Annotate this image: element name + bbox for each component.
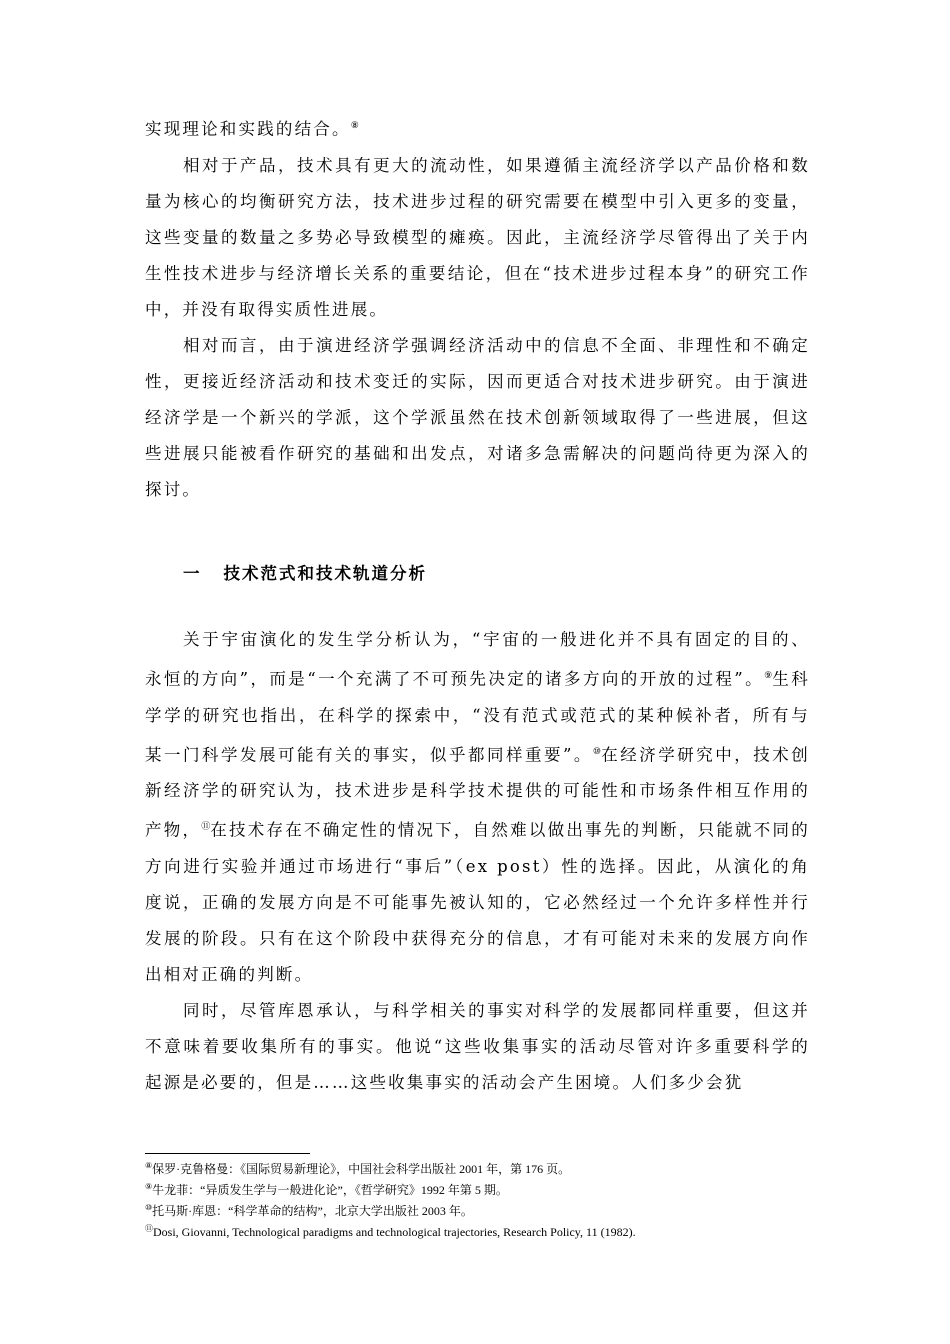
section-heading — [183, 560, 427, 584]
section-title: 技术范式和技术轨道分析 — [223, 564, 427, 583]
paragraph: 相对而言，由于演进经济学强调经济活动中的信息不全面、非理性和不确定性，更接近经济活动和技术变迁的实际，因而更适合对技术进步研究。由于演进经济学是一个新兴的学派，这个学派虽然在技术创新领域取得了一些进展，但这些进展只能被看作研究的基础和出发点，对诸多急需解决的问题尚待更为深入的探讨。 — [145, 335, 810, 499]
footnote-separator — [145, 1153, 310, 1154]
footnote-item: ⑧保罗·克鲁格曼：《国际贸易新理论》，中国社会科学出版社 2001 年，第 176 页。 — [145, 1161, 571, 1176]
paragraph: 相对于产品，技术具有更大的流动性，如果遵循主流经济学以产品价格和数量为核心的均衡研究方法，技术进步过程的研究需要在模型中引入更多的变量，这些变量的数量之多势必导致模型的瘫痪。因此，主流经济学尽管得出了关于内生性技术进步与经济增长关系的重要结论，但在“技术进步过程本身”的研究工作中，并没有取得实质性进展。 — [145, 155, 810, 319]
footnote-item: ⑩托马斯·库恩：“科学革命的结构”，北京大学出版社 2003 年。 — [145, 1203, 473, 1218]
footnote-item: ⑪Dosi, Giovanni, Technological paradigms and technological trajectories, Research Policy, 11 (1982). — [145, 1224, 636, 1239]
paragraph-continuation: 实现理论和实践的结合。⑧ — [145, 119, 359, 139]
section-number: 一 — [183, 564, 202, 583]
footnotes — [145, 1157, 845, 1241]
paragraph: 同时，尽管库恩承认，与科学相关的事实对科学的发展都同样重要，但这并不意味着要收集所有的事实。他说“这些收集事实的活动尽管对许多重要科学的起源是必要的，但是……这些收集事实的活动会产生困境。人们多少会犹 — [145, 1000, 810, 1092]
footnote-item: ⑨牛龙菲：“异质发生学与一般进化论”，《哲学研究》1992 年第 5 期。 — [145, 1182, 508, 1197]
body-section — [145, 622, 810, 1101]
footnote-ref[interactable]: ⑧ — [350, 121, 359, 131]
footnote-ref[interactable]: ⑨ — [764, 671, 773, 681]
body-top — [145, 108, 810, 508]
paragraph: 关于宇宙演化的发生学分析认为，“宇宙的一般进化并不具有固定的目的、永恒的方向”，而是“一个充满了不可预先决定的诸多方向的开放的过程”。⑨生科学学的研究也指出，在科学的探索中，“没有范式或范式的某种候补者，所有与某一门科学发展可能有关的事实，似乎都同样重要”。⑩在经济学研究中，技术创新经济学的研究认为，技术进步是科学技术提供的可能性和市场条件相互作用的产物，⑪在技术存在不确定性的情况下，自然难以做出事先的判断，只能就不同的方向进行实验并通过市场进行“事后”（ex post）性的选择。因此，从演化的角度说，正确的发展方向是不可能事先被认知的，它必然经过一个允许多样性并行发展的阶段。只有在这个阶段中获得充分的信息，才有可能对未来的发展方向作出相对正确的判断。 — [145, 630, 810, 984]
footnote-ref[interactable]: ⑩ — [592, 746, 602, 757]
footnote-ref[interactable]: ⑪ — [201, 822, 211, 832]
